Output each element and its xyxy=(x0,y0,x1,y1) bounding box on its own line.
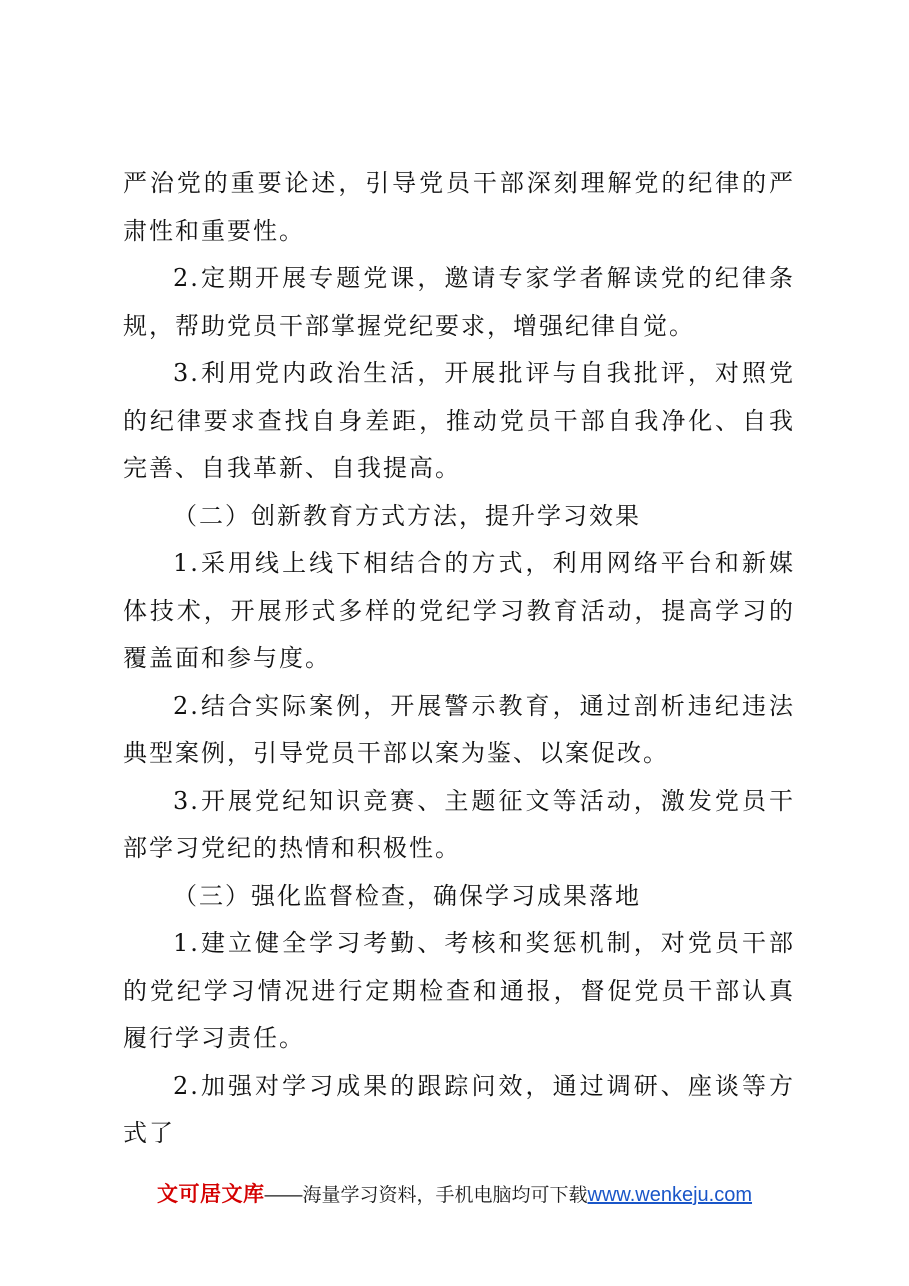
paragraph: 严治党的重要论述，引导党员干部深刻理解党的纪律的严肃性和重要性。 xyxy=(123,169,795,245)
paragraph: 1.建立健全学习考勤、考核和奖惩机制，对党员干部的党纪学习情况进行定期检查和通报，督促党员干部认真履行学习责任。 xyxy=(123,929,795,1052)
paragraph: 2.加强对学习成果的跟踪问效，通过调研、座谈等方式了 xyxy=(123,1071,795,1147)
section-heading: （三）强化监督检查，确保学习成果落地 xyxy=(173,881,641,910)
brand-name: 文可居文库 xyxy=(156,1183,265,1206)
paragraph: 1.采用线上线下相结合的方式，利用网络平台和新媒体技术，开展形式多样的党纪学习教育活动，提高学习的覆盖面和参与度。 xyxy=(123,549,795,672)
paragraph: 2.结合实际案例，开展警示教育，通过剖析违纪违法典型案例，引导党员干部以案为鉴、以案促改。 xyxy=(123,691,795,767)
website-link[interactable]: www.wenkeju.com xyxy=(587,1184,753,1206)
paragraph: 3.利用党内政治生活，开展批评与自我批评，对照党的纪律要求查找自身差距，推动党员干部自我净化、自我完善、自我革新、自我提高。 xyxy=(123,359,795,482)
footer-banner xyxy=(0,1180,909,1211)
document-body xyxy=(123,160,795,1158)
paragraph: 2.定期开展专题党课，邀请专家学者解读党的纪律条规，帮助党员干部掌握党纪要求，增强纪律自觉。 xyxy=(123,264,795,340)
paragraph: 3.开展党纪知识竞赛、主题征文等活动，激发党员干部学习党纪的热情和积极性。 xyxy=(123,786,795,862)
footer-tagline: ——海量学习资料，手机电脑均可下载 xyxy=(264,1185,588,1206)
section-heading: （二）创新教育方式方法，提升学习效果 xyxy=(173,501,641,530)
